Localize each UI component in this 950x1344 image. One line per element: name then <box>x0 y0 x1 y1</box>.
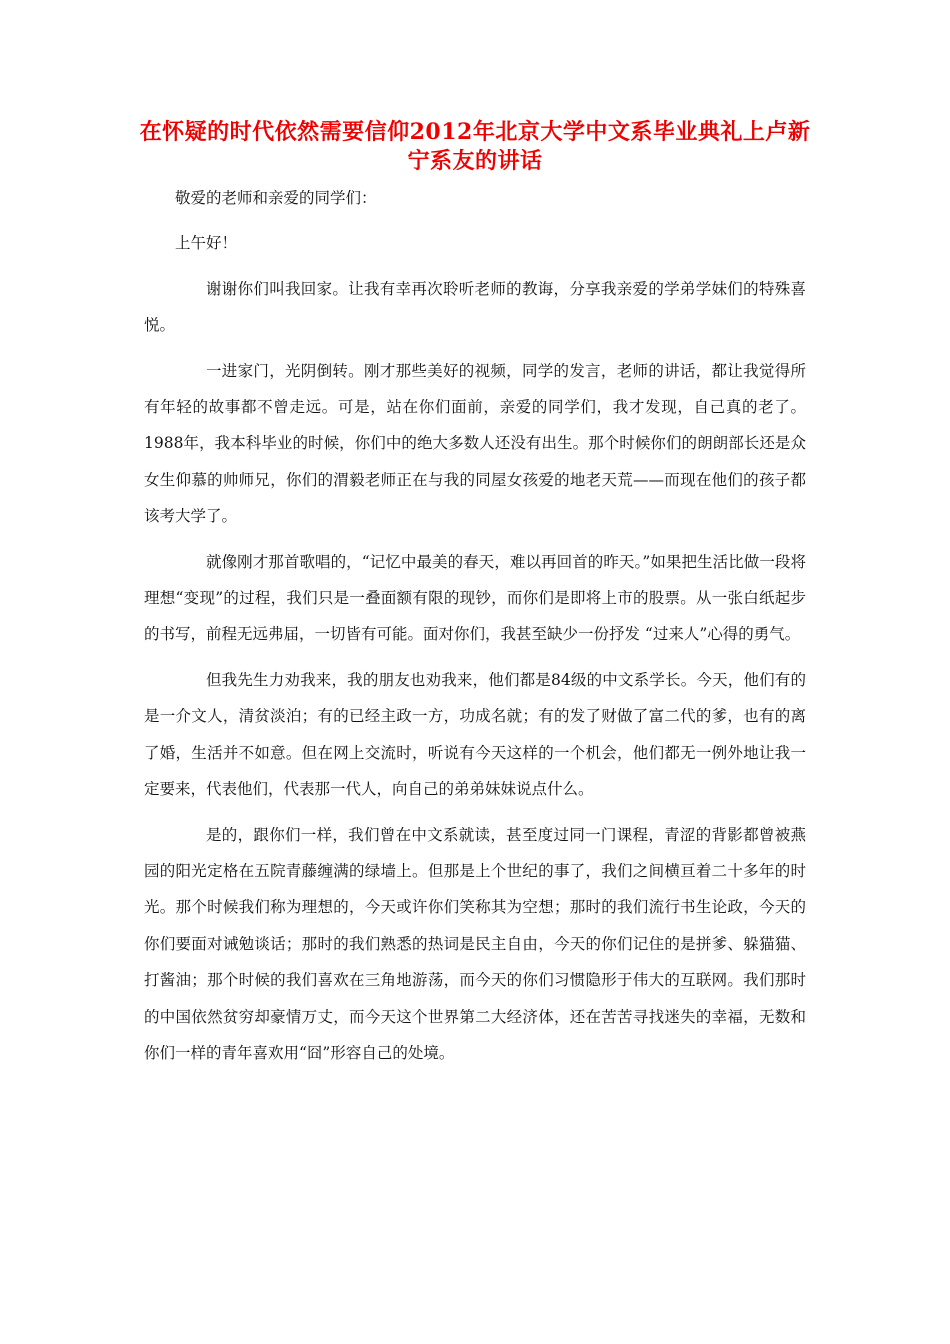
paragraph: 但我先生力劝我来，我的朋友也劝我来，他们都是84级的中文系学长。今天，他们有的是一介文人，清贫淡泊；有的已经主政一方，功成名就；有的发了财做了富二代的爹，也有的离了婚，生活并不如意。但在网上交流时，听说有今天这样的一个机会，他们都无一例外地让我一定要来，代表他们，代表那一代人，向自己的弟弟妹妹说点什么。 <box>144 670 806 799</box>
paragraph: 就像刚才那首歌唱的，“记忆中最美的春天，难以再回首的昨天。”如果把生活比做一段将理想“变现”的过程，我们只是一叠面额有限的现钞，而你们是即将上市的股票。从一张白纸起步的书写，前程无远弗届，一切皆有可能。面对你们，我甚至缺少一份抒发 “过来人”心得的勇气。 <box>144 552 806 644</box>
paragraph: 谢谢你们叫我回家。让我有幸再次聆听老师的教诲，分享我亲爱的学弟学妹们的特殊喜悦。 <box>144 279 806 335</box>
opening-line: 上午好！ <box>175 234 238 253</box>
greeting-line: 敬爱的老师和亲爱的同学们： <box>175 189 377 207</box>
paragraph: 是的，跟你们一样，我们曾在中文系就读，甚至度过同一门课程，青涩的背影都曾被燕园的阳光定格在五院青藤缠满的绿墙上。但那是上个世纪的事了，我们之间横亘着二十多年的时光。那个时候我们称为理想的，今天或许你们笑称其为空想；那时的我们流行书生论政，今天的你们要面对诫勉谈话；那时的我们熟悉的热词是民主自由，今天的你们记住的是拼爹、躲猫猫、打酱油；那个时候的我们喜欢在三角地游荡，而今天的你们习惯隐形于伟大的互联网。我们那时的中国依然贫穷却豪情万丈，而今天这个世界第二大经济体，还在苦苦寻找迷失的幸福，无数和你们一样的青年喜欢用“囧”形容自己的处境。 <box>144 825 806 1062</box>
document-body <box>144 180 806 1080</box>
paragraph: 一进家门，光阴倒转。刚才那些美好的视频，同学的发言，老师的讲话，都让我觉得所有年轻的故事都不曾走远。可是，站在你们面前，亲爱的同学们，我才发现，自己真的老了。1988年，我本科毕业的时候，你们中的绝大多数人还没有出生。那个时候你们的朗朗部长还是众女生仰慕的帅师兄，你们的渭毅老师正在与我的同屋女孩爱的地老天荒——而现在他们的孩子都该考大学了。 <box>144 361 806 526</box>
document-title: 在怀疑的时代依然需要信仰2012年北京大学中文系毕业典礼上卢新宁系友的讲话 <box>139 119 811 174</box>
